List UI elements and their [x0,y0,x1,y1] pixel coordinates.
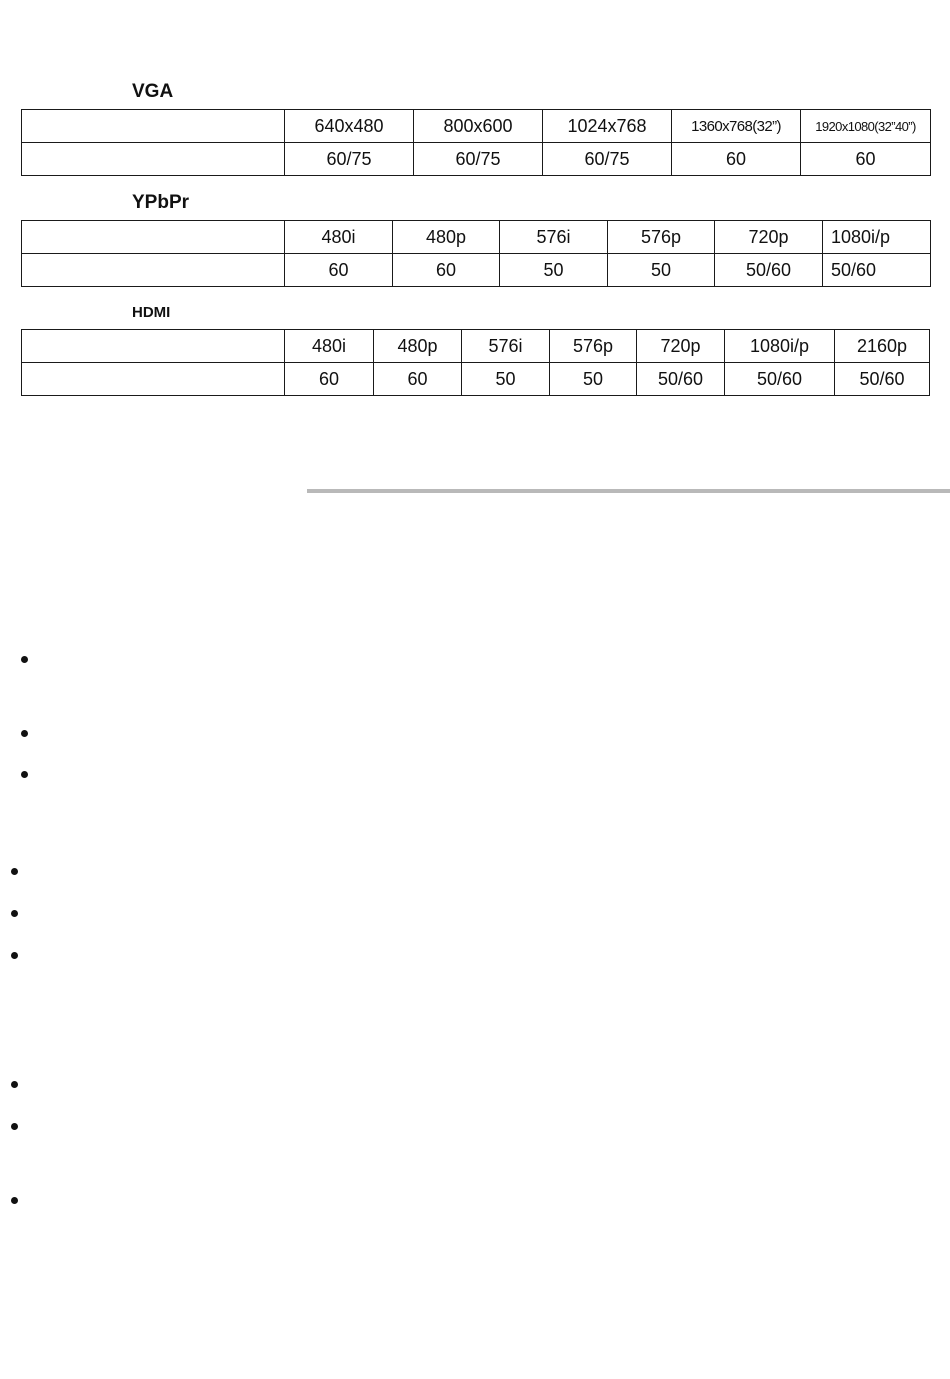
hdmi-resolution-cell: 1080i/p [725,330,835,363]
bullet-marker [11,910,18,917]
section-divider [307,489,950,493]
bullet-marker [11,1081,18,1088]
vga-rate-cell: 60/75 [285,143,414,176]
vga-rate-row [22,143,931,176]
hdmi-resolution-row [22,330,930,363]
hdmi-resolution-cell: 576i [462,330,550,363]
ypbpr-row-label [22,221,285,254]
ypbpr-rate-cell: 50 [500,254,608,287]
vga-rate-cell: 60/75 [543,143,672,176]
vga-table [21,109,931,176]
hdmi-rate-cell: 50 [462,363,550,396]
vga-resolution-cell: 1920x1080(32”40”) [801,110,931,143]
vga-resolution-cell: 1360x768(32”) [672,110,801,143]
bullet-marker [21,656,28,663]
vga-rate-cell: 60 [672,143,801,176]
vga-resolution-cell: 640x480 [285,110,414,143]
ypbpr-rate-row [22,254,931,287]
hdmi-heading: HDMI [132,304,171,321]
ypbpr-resolution-cell: 480p [393,221,500,254]
hdmi-resolution-cell: 2160p [835,330,930,363]
bullet-marker [11,1123,18,1130]
hdmi-table [21,329,930,396]
vga-rate-cell: 60/75 [414,143,543,176]
ypbpr-rate-cell: 60 [285,254,393,287]
ypbpr-resolution-cell: 576p [608,221,715,254]
vga-resolution-cell: 800x600 [414,110,543,143]
ypbpr-row-label [22,254,285,287]
ypbpr-resolution-cell: 480i [285,221,393,254]
hdmi-resolution-cell: 720p [637,330,725,363]
hdmi-resolution-cell: 480i [285,330,374,363]
vga-heading: VGA [132,81,174,102]
hdmi-rate-cell: 60 [374,363,462,396]
bullet-marker [21,771,28,778]
ypbpr-resolution-cell: 576i [500,221,608,254]
ypbpr-heading: YPbPr [132,192,190,213]
vga-rate-cell: 60 [801,143,931,176]
hdmi-resolution-cell: 480p [374,330,462,363]
ypbpr-rate-cell: 60 [393,254,500,287]
hdmi-rate-cell: 50/60 [637,363,725,396]
bullet-marker [11,1197,18,1204]
hdmi-row-label [22,363,285,396]
hdmi-rate-cell: 50 [550,363,637,396]
hdmi-row-label [22,330,285,363]
hdmi-rate-cell: 60 [285,363,374,396]
ypbpr-resolution-cell: 1080i/p [823,221,931,254]
bullet-marker [11,952,18,959]
ypbpr-rate-cell: 50/60 [715,254,823,287]
bullet-marker [11,868,18,875]
ypbpr-rate-cell: 50 [608,254,715,287]
ypbpr-resolution-cell: 720p [715,221,823,254]
hdmi-rate-cell: 50/60 [725,363,835,396]
ypbpr-resolution-row [22,221,931,254]
vga-resolution-cell: 1024x768 [543,110,672,143]
vga-row-label [22,143,285,176]
bullet-marker [21,730,28,737]
ypbpr-table [21,220,931,287]
vga-row-label [22,110,285,143]
hdmi-rate-row [22,363,930,396]
vga-resolution-row [22,110,931,143]
hdmi-rate-cell: 50/60 [835,363,930,396]
ypbpr-rate-cell: 50/60 [823,254,931,287]
hdmi-resolution-cell: 576p [550,330,637,363]
